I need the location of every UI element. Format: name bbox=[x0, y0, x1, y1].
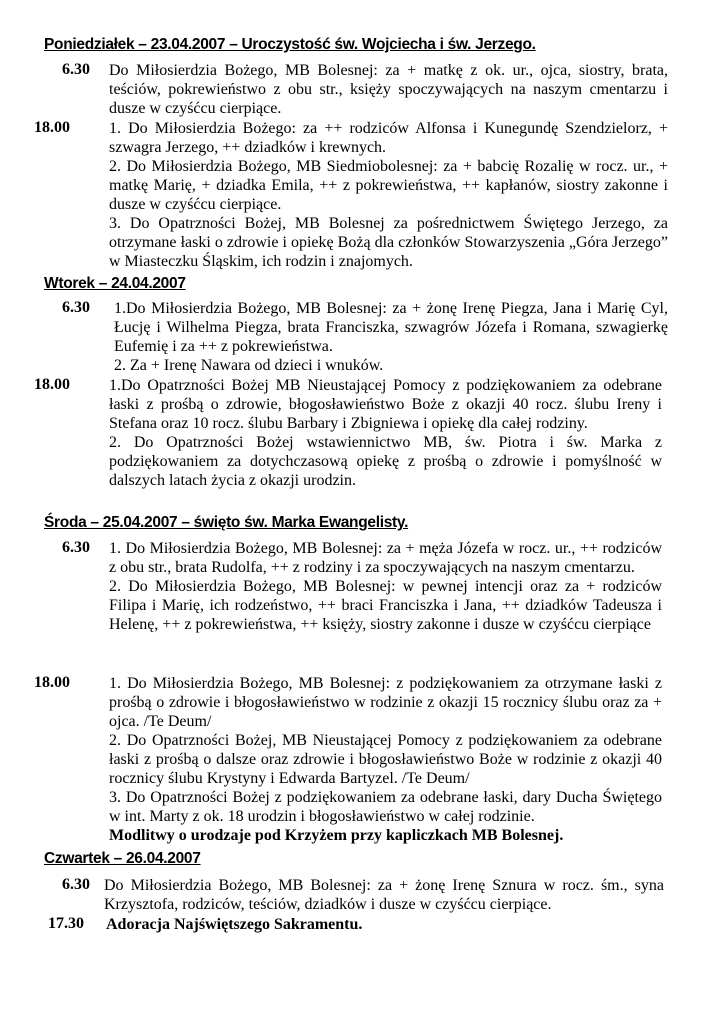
intention: Do Miłosierdzia Bożego, MB Bolesnej: za + żonę Irenę Sznura w rocz. śm., syna Krzysztofa, rodziców, teściów, dziadków i dusze w czyśćcu cierpiące. bbox=[104, 877, 664, 913]
mass-time: 6.30 bbox=[62, 299, 90, 316]
mass-intention-block bbox=[104, 876, 664, 914]
mass-time: 18.00 bbox=[34, 674, 70, 691]
mass-intention-block bbox=[109, 674, 662, 845]
mass-time: 6.30 bbox=[62, 61, 90, 78]
intention: 1.Do Opatrzności Bożej MB Nieustającej Pomocy z podziękowaniem za odebrane łaski z prośbą o zdrowie, błogosławieństwo Boże z okazji 40 rocz. ślubu Ireny i Stefana oraz 10 rocz. ślubu Barbary i Zbigniewa i opiekę dla całej rodziny. bbox=[109, 377, 662, 432]
mass-intention-block bbox=[109, 539, 662, 634]
mass-time: 18.00 bbox=[34, 119, 70, 136]
mass-time: 18.00 bbox=[34, 376, 70, 393]
mass-intention-block bbox=[109, 119, 668, 271]
intention: 1. Do Miłosierdzia Bożego, MB Bolesnej: z podziękowaniem za otrzymane łaski z prośbą o zdrowie i błogosławieństwo w rodzinie z okazji 15 rocznicy ślubu oraz za + ojca. /Te Deum/ bbox=[109, 675, 662, 730]
day-header-wednesday: Środa – 25.04.2007 – święto św. Marka Ewangelisty. bbox=[44, 514, 409, 531]
prayer-note: Modlitwy o urodzaje pod Krzyżem przy kapliczkach MB Bolesnej. bbox=[109, 827, 564, 844]
intention: 2. Do Opatrzności Bożej wstawiennictwo MB, św. Piotra i św. Marka z podziękowaniem za dotychczasową opiekę z prośbą o zdrowie i pomyślność w dalszych latach życia z okazji urodzin. bbox=[109, 434, 662, 489]
intention: 1. Do Miłosierdzia Bożego: za ++ rodziców Alfonsa i Kunegundę Szendzielorz, + szwagra Jerzego, ++ dziadków i krewnych. bbox=[109, 120, 668, 156]
day-header-monday: Poniedziałek – 23.04.2007 – Uroczystość św. Wojciecha i św. Jerzego. bbox=[44, 36, 536, 53]
intention: Do Miłosierdzia Bożego, MB Bolesnej: za + matkę z ok. ur., ojca, siostry, brata, teściów, pokrewieństwo z obu str., księży spoczywających na naszym cmentarzu i dusze w czyśćcu cierpiące. bbox=[109, 62, 668, 117]
day-header-tuesday: Wtorek – 24.04.2007 bbox=[44, 275, 186, 292]
mass-time: 6.30 bbox=[62, 876, 90, 893]
intention: 3. Do Opatrzności Bożej z podziękowaniem za odebrane łaski, dary Ducha Świętego w int. Marty z ok. 18 urodzin i błogosławieństwo w całej rodzinie. bbox=[109, 789, 662, 825]
intention: 2. Za + Irenę Nawara od dzieci i wnuków. bbox=[114, 357, 384, 374]
day-header-thursday: Czwartek – 26.04.2007 bbox=[44, 850, 201, 867]
intention: 2. Do Miłosierdzia Bożego, MB Siedmiobolesnej: za + babcię Rozalię w rocz. ur., + matkę Marię, + dziadka Emila, ++ z pokrewieństwa, ++ kapłanów, siostry zakonne i dusze w czyśćcu cierpiące. bbox=[109, 158, 668, 213]
mass-intention-block bbox=[109, 61, 668, 118]
mass-intention-block bbox=[114, 299, 668, 375]
adoration-entry bbox=[106, 915, 666, 934]
mass-time: 17.30 bbox=[48, 915, 84, 932]
intention: 2. Do Opatrzności Bożej, MB Nieustającej Pomocy z podziękowaniem za odebrane łaski z prośbą o dalsze oraz zdrowie i błogosławieństwo Boże w rodzinie z okazji 40 rocznicy ślubu Krystyny i Edwarda Bartyzel. /Te Deum/ bbox=[109, 732, 662, 787]
intention: Adoracja Najświętszego Sakramentu. bbox=[106, 916, 363, 933]
intention: 1.Do Miłosierdzia Bożego, MB Bolesnej: za + żonę Irenę Piegza, Jana i Marię Cyl, Łucję i Wilhelma Piegza, brata Franciszka, szwagrów Józefa i Romana, szwagierkę Eufemię i za ++ z pokrewieństwa. bbox=[114, 300, 668, 355]
mass-time: 6.30 bbox=[62, 539, 90, 556]
mass-intention-block bbox=[109, 376, 662, 490]
intention: 1. Do Miłosierdzia Bożego, MB Bolesnej: za + męża Józefa w rocz. ur., ++ rodziców z obu str., brata Rudolfa, ++ z rodziny i za spoczywających na naszym cmentarzu. bbox=[109, 540, 662, 576]
intention: 3. Do Opatrzności Bożej, MB Bolesnej za pośrednictwem Świętego Jerzego, za otrzymane łaski o zdrowie i opiekę Bożą dla członków Stowarzyszenia „Góra Jerzego” w Miasteczku Śląskim, ich rodzin i znajomych. bbox=[109, 215, 668, 270]
intention: 2. Do Miłosierdzia Bożego, MB Bolesnej: w pewnej intencji oraz za + rodziców Filipa i Marię, ich rodzeństwo, ++ braci Franciszka i Jana, ++ dziadków Tadeusza i Helenę, ++ z pokrewieństwa, ++ księży, siostry zakonne i dusze w czyśćcu cierpiące bbox=[109, 578, 662, 633]
